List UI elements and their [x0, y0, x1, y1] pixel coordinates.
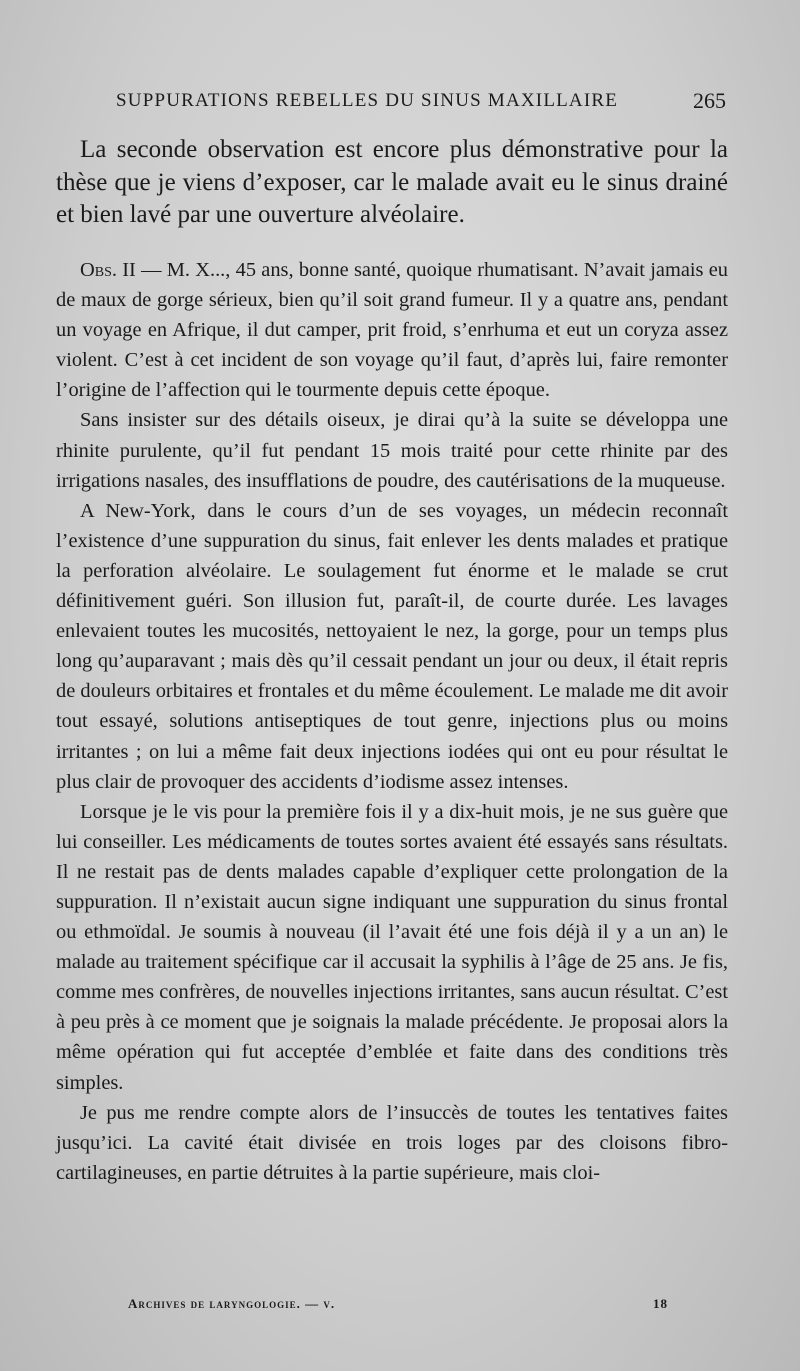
journal-name: Archives de laryngologie. — v. — [128, 1296, 336, 1311]
running-header — [116, 90, 726, 118]
page-number: 265 — [693, 88, 726, 113]
paragraph: A New-York, dans le cours d’un de ses voyages, un médecin reconnaît l’existence d’une suppuration du sinus, fait enlever les dents malades et pratique la perforation alvéolaire. Le soulagement fut énorme et le malade se crut définitivement guéri. Son illusion fut, paraît-il, de courte durée. Les lavages enlevaient toutes les mucosités, nettoyaient le nez, la gorge, pour un temps plus long qu’auparavant ; mais dès qu’il cessait pendant un jour ou deux, il était repris de douleurs orbitaires et frontales et du même écoulement. Le malade me dit avoir tout essayé, solutions antiseptiques de tout genre, injections plus ou moins irritantes ; on lui a même fait deux injections iodées qui ont eu pour résultat le plus clair de provoquer des accidents d’iodisme assez intenses. — [56, 499, 728, 793]
paragraph: Lorsque je le vis pour la première fois il y a dix-huit mois, je ne sus guère que lui conseiller. Les médicaments de toutes sortes avaient été essayés sans résultats. Il ne restait pas de dents malades capable d’expliquer cette prolongation de la suppuration. Il n’existait aucun signe indiquant une suppuration du sinus frontal ou ethmoïdal. Je soumis à nouveau (il l’avait été une fois déjà il y a un an) le malade au traitement spécifique car il accusait la syphilis à l’âge de 25 ans. Je fis, comme mes confrères, de nouvelles injections irritantes, sans aucun résultat. C’est à peu près à ce moment que je soignais la malade précédente. Je proposai alors la même opération qui fut acceptée d’emblée et faite dans des conditions très simples. — [56, 800, 728, 1094]
running-title: SUPPURATIONS REBELLES DU SINUS MAXILLAIRE — [116, 90, 619, 111]
lead-paragraph: La seconde observation est encore plus démonstrative pour la thèse que je viens d’exposer, car le malade avait eu le sinus drainé et bien lavé par une ouverture alvéolaire. — [56, 136, 728, 228]
lead-paragraph-block — [56, 134, 728, 232]
signature-mark: 18 — [653, 1296, 668, 1311]
paragraph: Sans insister sur des détails oiseux, je dirai qu’à la suite se développa une rhinite purulente, qu’il fut pendant 15 mois traité pour cette rhinite par des irrigations nasales, des insufflations de poudre, des cautérisations de la muqueuse. — [56, 409, 728, 492]
paragraph: Je pus me rendre compte alors de l’insuccès de toutes les tentatives faites jusqu’ici. La cavité était divisée en trois loges par des cloisons fibro-cartilagineuses, en partie détruites à la partie supérieure, mais cloi- — [56, 1101, 728, 1184]
observation-label: Obs. II — [80, 259, 136, 281]
observation-first-paragraph — [56, 255, 728, 405]
page-footer — [128, 1296, 668, 1318]
observation-body — [56, 255, 728, 1188]
observation-first-text: — M. X..., 45 ans, bonne santé, quoique rhumatisant. N’avait jamais eu de maux de gorge sérieux, bien qu’il soit grand fumeur. Il y a quatre ans, pendant un voyage en Afrique, il dut camper, prit froid, s’enrhuma et eut un coryza assez violent. C’est à cet incident de son voyage qu’il faut, d’après lui, faire remonter l’origine de l’affection qui le tourmente depuis cette époque. — [56, 259, 728, 402]
